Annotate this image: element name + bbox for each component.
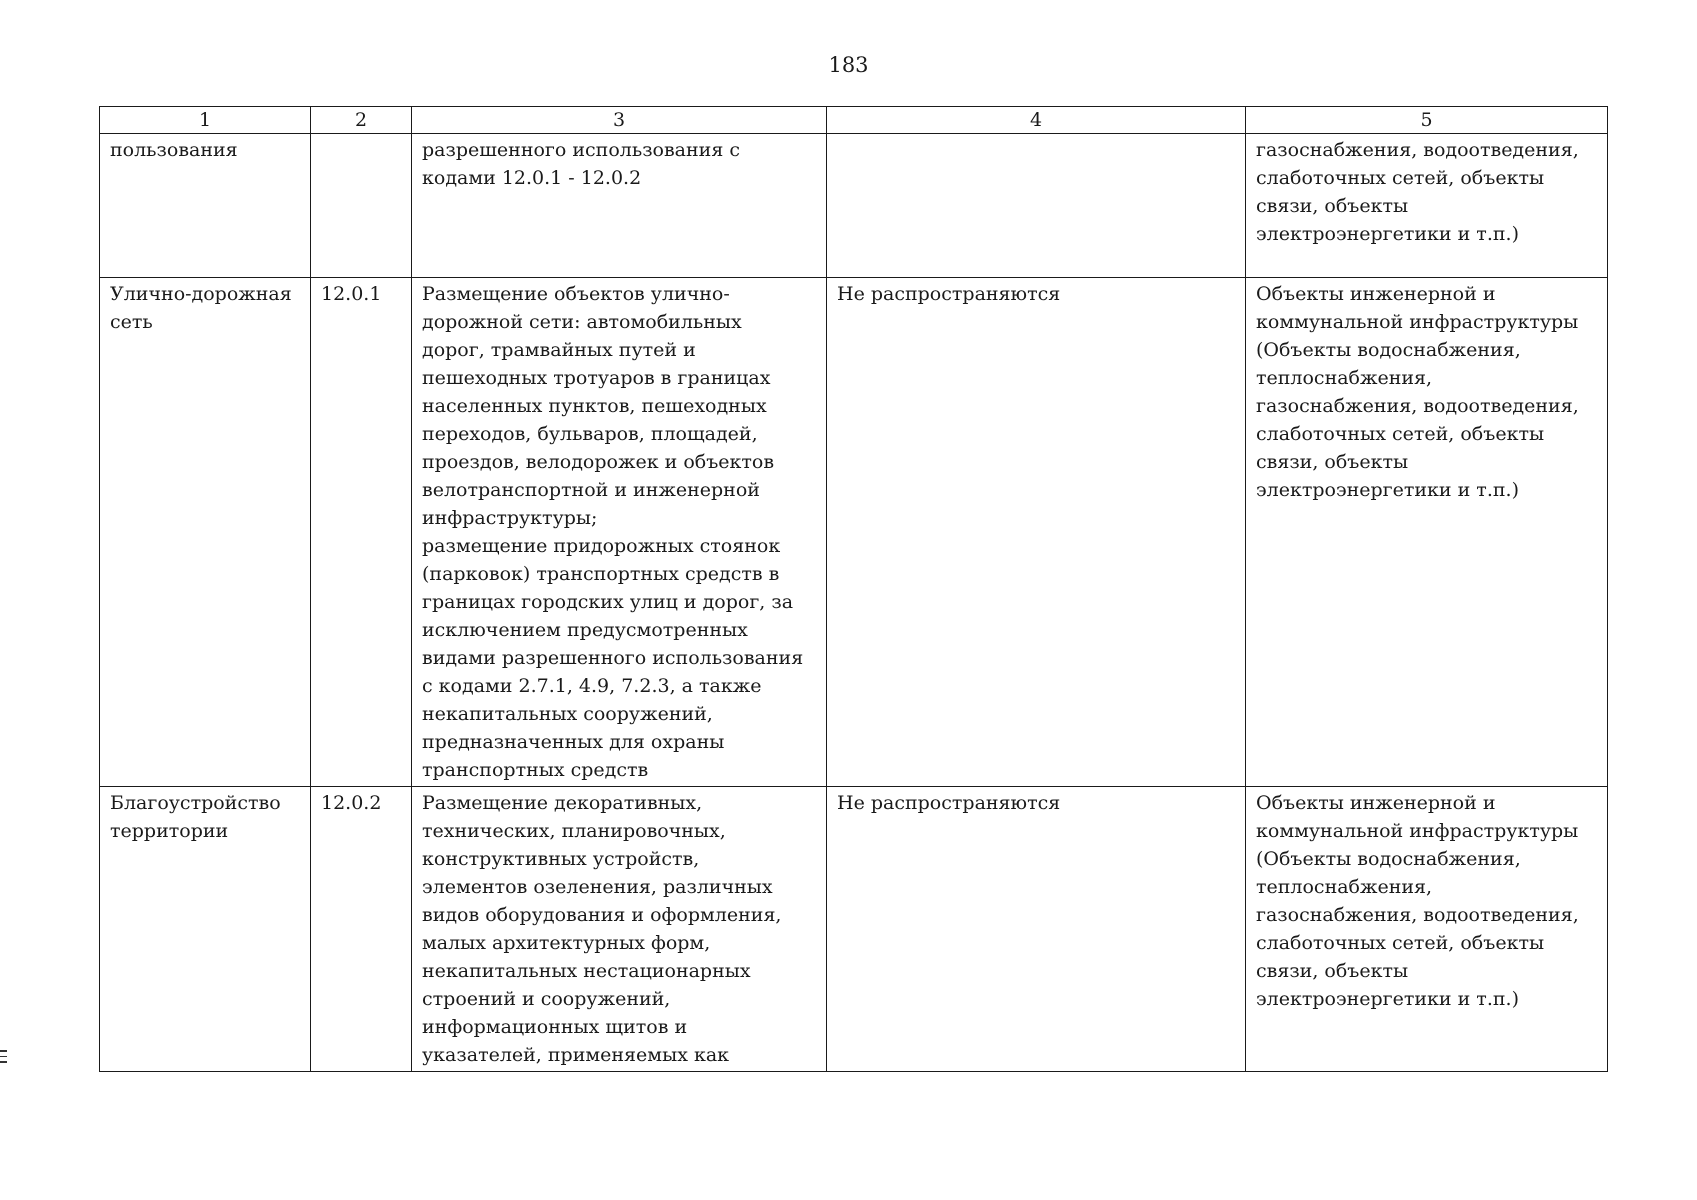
margin-mark: [0, 1050, 7, 1052]
restrictions-cell: [827, 134, 1246, 278]
auxiliary-uses-cell-line: теплоснабжения,: [1256, 367, 1433, 389]
auxiliary-uses-cell-line: газоснабжения, водоотведения,: [1256, 139, 1579, 161]
auxiliary-uses-cell-line: (Объекты водоснабжения,: [1256, 339, 1521, 361]
auxiliary-uses-cell-line: связи, объекты: [1256, 195, 1409, 217]
column-header-3: 3: [412, 107, 827, 134]
auxiliary-uses-cell-line: Объекты инженерной и: [1256, 792, 1496, 814]
restrictions-cell-text: Не распространяются: [837, 792, 1061, 814]
land-use-name-cell-line: Благоустройство: [110, 792, 281, 814]
land-use-description-cell-line: некапитальных нестационарных: [422, 960, 751, 982]
land-use-description-cell: [412, 134, 827, 278]
auxiliary-uses-cell-line: коммунальной инфраструктуры: [1256, 311, 1579, 333]
restrictions-cell: [827, 278, 1246, 787]
table-row: [100, 787, 1608, 1072]
land-use-code-cell: [311, 278, 412, 787]
land-use-description-cell-line: проездов, велодорожек и объектов: [422, 451, 775, 473]
land-use-description-cell-line: Размещение декоративных,: [422, 792, 703, 814]
land-use-description-cell-line: малых архитектурных форм,: [422, 932, 711, 954]
land-use-name-cell: [100, 278, 311, 787]
land-use-name-cell: [100, 787, 311, 1072]
land-use-name-cell-line: территории: [110, 820, 229, 842]
land-use-description-cell-line: строений и сооружений,: [422, 988, 671, 1010]
land-use-code-cell: [311, 134, 412, 278]
land-use-description-cell-line: элементов озеленения, различных: [422, 876, 773, 898]
table-row: [100, 134, 1608, 278]
restrictions-cell-text: Не распространяются: [837, 283, 1061, 305]
land-use-description-cell-line: дорожной сети: автомобильных: [422, 311, 742, 333]
land-use-code-cell: [311, 787, 412, 1072]
auxiliary-uses-cell: [1246, 787, 1608, 1072]
land-use-description-cell-line: инфраструктуры;: [422, 507, 598, 529]
land-use-description-cell-line: технических, планировочных,: [422, 820, 726, 842]
column-header-1: 1: [100, 107, 311, 134]
land-use-code-cell-text: 12.0.2: [321, 792, 382, 814]
land-use-description-cell-line: конструктивных устройств,: [422, 848, 700, 870]
land-use-description-cell-line: транспортных средств: [422, 759, 649, 781]
margin-marks: [0, 1050, 8, 1067]
column-header-2: 2: [311, 107, 412, 134]
auxiliary-uses-cell-line: слаботочных сетей, объекты: [1256, 423, 1545, 445]
land-use-name-cell: [100, 134, 311, 278]
auxiliary-uses-cell-line: газоснабжения, водоотведения,: [1256, 395, 1579, 417]
land-use-description-cell-line: переходов, бульваров, площадей,: [422, 423, 758, 445]
auxiliary-uses-cell-line: электроэнергетики и т.п.): [1256, 988, 1519, 1010]
land-use-description-cell-line: населенных пунктов, пешеходных: [422, 395, 767, 417]
land-use-description-cell-line: с кодами 2.7.1, 4.9, 7.2.3, а также: [422, 675, 762, 697]
auxiliary-uses-cell: [1246, 278, 1608, 787]
land-use-description-cell-line: пешеходных тротуаров в границах: [422, 367, 771, 389]
margin-mark: [0, 1061, 7, 1063]
land-use-description-cell-line: границах городских улиц и дорог, за: [422, 591, 794, 613]
table-header-row: [100, 107, 1608, 134]
land-use-description-cell-line: некапитальных сооружений,: [422, 703, 713, 725]
page-number: 183: [828, 53, 869, 77]
column-header-4: 4: [827, 107, 1246, 134]
land-use-name-cell-line: сеть: [110, 311, 153, 333]
auxiliary-uses-cell-line: Объекты инженерной и: [1256, 283, 1496, 305]
auxiliary-uses-cell-line: газоснабжения, водоотведения,: [1256, 904, 1579, 926]
land-use-description-cell: [412, 787, 827, 1072]
margin-mark: [0, 1056, 7, 1058]
land-use-description-cell-line: информационных щитов и: [422, 1016, 688, 1038]
table-row: [100, 278, 1608, 787]
land-use-description-cell-line: разрешенного использования с: [422, 139, 741, 161]
auxiliary-uses-cell-line: связи, объекты: [1256, 451, 1409, 473]
column-header-5: 5: [1246, 107, 1608, 134]
auxiliary-uses-cell-line: слаботочных сетей, объекты: [1256, 932, 1545, 954]
auxiliary-uses-cell-line: (Объекты водоснабжения,: [1256, 848, 1521, 870]
land-use-description-cell-line: видами разрешенного использования: [422, 647, 804, 669]
land-use-name-cell-line: Улично-дорожная: [110, 283, 292, 305]
auxiliary-uses-cell-line: связи, объекты: [1256, 960, 1409, 982]
land-use-description-cell-line: (парковок) транспортных средств в: [422, 563, 780, 585]
auxiliary-uses-cell-line: теплоснабжения,: [1256, 876, 1433, 898]
auxiliary-uses-cell-line: слаботочных сетей, объекты: [1256, 167, 1545, 189]
auxiliary-uses-cell: [1246, 134, 1608, 278]
land-use-description-cell-line: исключением предусмотренных: [422, 619, 748, 641]
land-use-description-cell-line: предназначенных для охраны: [422, 731, 725, 753]
land-use-code-cell-text: 12.0.1: [321, 283, 382, 305]
auxiliary-uses-cell-line: коммунальной инфраструктуры: [1256, 820, 1579, 842]
auxiliary-uses-cell-line: электроэнергетики и т.п.): [1256, 479, 1519, 501]
land-use-table: [99, 106, 1608, 1072]
restrictions-cell: [827, 787, 1246, 1072]
land-use-description-cell-line: велотранспортной и инженерной: [422, 479, 760, 501]
land-use-description-cell-line: указателей, применяемых как: [422, 1044, 730, 1066]
land-use-description-cell-line: видов оборудования и оформления,: [422, 904, 782, 926]
land-use-description-cell-line: дорог, трамвайных путей и: [422, 339, 696, 361]
land-use-description-cell-line: кодами 12.0.1 - 12.0.2: [422, 167, 642, 189]
land-use-name-cell-line: пользования: [110, 139, 238, 161]
auxiliary-uses-cell-line: электроэнергетики и т.п.): [1256, 223, 1519, 245]
land-use-description-cell-line: Размещение объектов улично-: [422, 283, 730, 305]
land-use-description-cell: [412, 278, 827, 787]
land-use-description-cell-line: размещение придорожных стоянок: [422, 535, 781, 557]
